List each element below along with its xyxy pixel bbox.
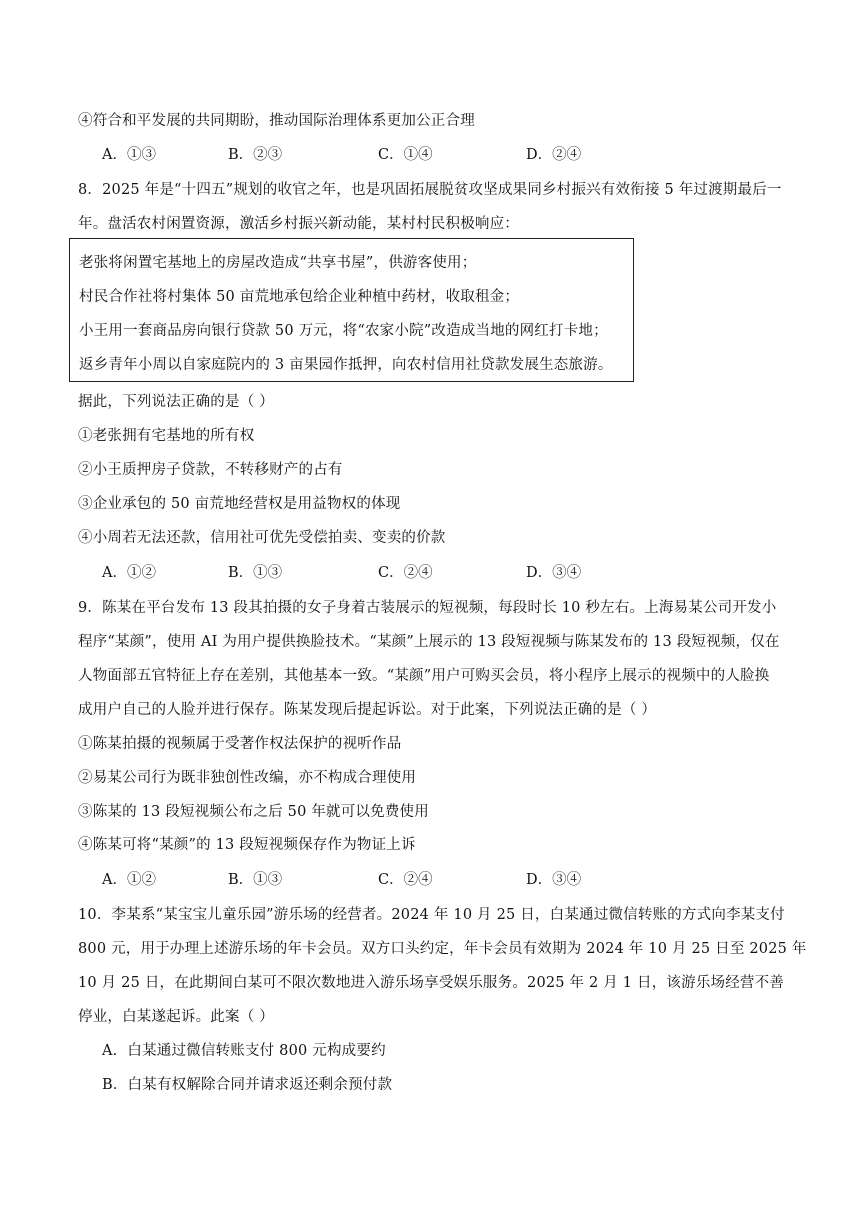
q8-stem-line-1: 8．2025 年是“十四五”规划的收官之年，也是巩固拓展脱贫攻坚成果同乡村振兴有效衔接 5 年过渡期最后一 [78, 182, 782, 198]
q7-option-d[interactable]: D．②④ [526, 147, 582, 163]
q8-option-d[interactable]: D．③④ [526, 565, 582, 581]
q8-box-line-3: 小王用一套商品房向银行贷款 50 万元，将“农家小院”改造成当地的网红打卡地； [79, 323, 608, 339]
q9-option-d[interactable]: D．③④ [526, 872, 582, 888]
q7-option-b[interactable]: B．②③ [228, 147, 283, 163]
q9-item-3: ③陈某的 13 段短视频公布之后 50 年就可以免费使用 [78, 804, 429, 820]
q9-option-c[interactable]: C．②④ [378, 872, 433, 888]
q8-stem-line-2: 年。盘活农村闲置资源，激活乡村振兴新动能，某村村民积极响应： [78, 216, 519, 232]
q9-item-2: ②易某公司行为既非独创性改编，亦不构成合理使用 [78, 770, 417, 786]
q7-option-a[interactable]: A．①③ [102, 147, 156, 163]
q10-stem-line-2: 800 元，用于办理上述游乐场的年卡会员。双方口头约定，年卡会员有效期为 2024 年 10 月 25 日至 2025 年 [78, 941, 807, 957]
q8-box-line-2: 村民合作社将村集体 50 亩荒地承包给企业种植中药材，收取租金； [79, 289, 520, 305]
q9-options [102, 870, 662, 890]
q8-box-line-1: 老张将闲置宅基地上的房屋改造成“共享书屋”，供游客使用； [79, 255, 477, 271]
q7-options [102, 145, 662, 165]
q8-question: 据此，下列说法正确的是（ ） [78, 394, 274, 410]
q8-item-4: ④小周若无法还款，信用社可优先受偿拍卖、变卖的价款 [78, 530, 446, 546]
q9-stem-line-4: 成用户自己的人脸并进行保存。陈某发现后提起诉讼。对于此案，下列说法正确的是（ ） [78, 702, 657, 718]
q9-option-a[interactable]: A．①② [102, 872, 156, 888]
q9-option-b[interactable]: B．①③ [228, 872, 283, 888]
q8-option-c[interactable]: C．②④ [378, 565, 433, 581]
q9-stem-line-3: 人物面部五官特征上存在差别，其他基本一致。“某颜”用户可购买会员，将小程序上展示的视频中的人脸换 [78, 668, 770, 684]
q8-option-b[interactable]: B．①③ [228, 565, 283, 581]
q10-option-b[interactable]: B．白某有权解除合同并请求返还剩余预付款 [102, 1077, 393, 1093]
q8-item-1: ①老张拥有宅基地的所有权 [78, 428, 255, 444]
q10-option-a[interactable]: A．白某通过微信转账支付 800 元构成要约 [102, 1043, 386, 1059]
q7-item-4: ④符合和平发展的共同期盼，推动国际治理体系更加公正合理 [78, 113, 475, 129]
q8-options [102, 563, 662, 583]
q8-box-line-4: 返乡青年小周以自家庭院内的 3 亩果园作抵押，向农村信用社贷款发展生态旅游。 [79, 357, 613, 373]
q9-item-4: ④陈某可将“某颜”的 13 段短视频保存作为物证上诉 [78, 837, 416, 853]
q9-stem-line-1: 9．陈某在平台发布 13 段其拍摄的女子身着古装展示的短视频，每段时长 10 秒左右。上海易某公司开发小 [78, 600, 777, 616]
q8-item-2: ②小王质押房子贷款，不转移财产的占有 [78, 462, 343, 478]
q10-stem-line-4: 停业，白某遂起诉。此案（ ） [78, 1009, 274, 1025]
q8-material-box [69, 238, 634, 382]
q10-stem-line-1: 10．李某系“某宝宝儿童乐园”游乐场的经营者。2024 年 10 月 25 日，白某通过微信转账的方式向李某支付 [78, 907, 785, 923]
q9-stem-line-2: 程序“某颜”，使用 AI 为用户提供换脸技术。“某颜”上展示的 13 段短视频与陈某发布的 13 段短视频，仅在 [78, 634, 780, 650]
q9-item-1: ①陈某拍摄的视频属于受著作权法保护的视听作品 [78, 736, 402, 752]
q8-option-a[interactable]: A．①② [102, 565, 156, 581]
q7-option-c[interactable]: C．①④ [378, 147, 433, 163]
q10-stem-line-3: 10 月 25 日，在此期间白某可不限次数地进入游乐场享受娱乐服务。2025 年 2 月 1 日，该游乐场经营不善 [78, 975, 785, 991]
q8-item-3: ③企业承包的 50 亩荒地经营权是用益物权的体现 [78, 496, 401, 512]
